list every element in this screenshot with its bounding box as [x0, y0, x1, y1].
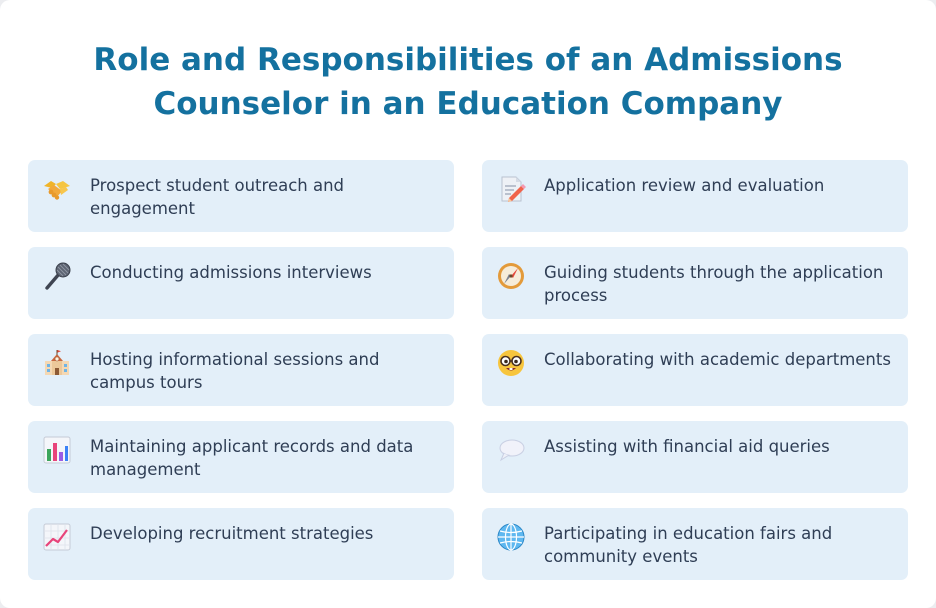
responsibility-item: [482, 508, 908, 580]
speech-bubble-icon: [496, 435, 526, 465]
memo-icon: [496, 174, 526, 204]
responsibility-item: [28, 334, 454, 406]
responsibility-label: Guiding students through the application process: [544, 263, 884, 305]
responsibility-item: [482, 421, 908, 493]
responsibility-item: [482, 247, 908, 319]
responsibility-label: Collaborating with academic departments: [544, 350, 891, 369]
responsibility-label: Conducting admissions interviews: [90, 263, 372, 282]
responsibility-label: Application review and evaluation: [544, 176, 825, 195]
globe-icon: [496, 522, 526, 552]
responsibility-item: [28, 508, 454, 580]
trend-chart-icon: [42, 522, 72, 552]
compass-icon: [496, 261, 526, 291]
responsibility-label: Developing recruitment strategies: [90, 524, 374, 543]
responsibility-item: [482, 334, 908, 406]
page-title: [0, 38, 936, 126]
responsibility-label: Prospect student outreach and engagement: [90, 176, 345, 218]
handshake-icon: [42, 174, 72, 204]
title-line-2: Counselor in an Education Company: [153, 86, 783, 122]
responsibility-item: [28, 421, 454, 493]
bar-chart-icon: [42, 435, 72, 465]
microphone-icon: [42, 261, 72, 291]
responsibility-item: [28, 247, 454, 319]
responsibility-label: Assisting with financial aid queries: [544, 437, 830, 456]
responsibility-label: Hosting informational sessions and campus tours: [90, 350, 380, 392]
responsibilities-grid: [28, 160, 908, 580]
responsibility-item: [482, 160, 908, 232]
responsibility-item: [28, 160, 454, 232]
nerd-face-icon: [496, 348, 526, 378]
school-building-icon: [42, 348, 72, 378]
responsibility-label: Participating in education fairs and community events: [544, 524, 833, 566]
responsibility-label: Maintaining applicant records and data management: [90, 437, 414, 479]
title-line-1: Role and Responsibilities of an Admissions: [93, 42, 843, 78]
